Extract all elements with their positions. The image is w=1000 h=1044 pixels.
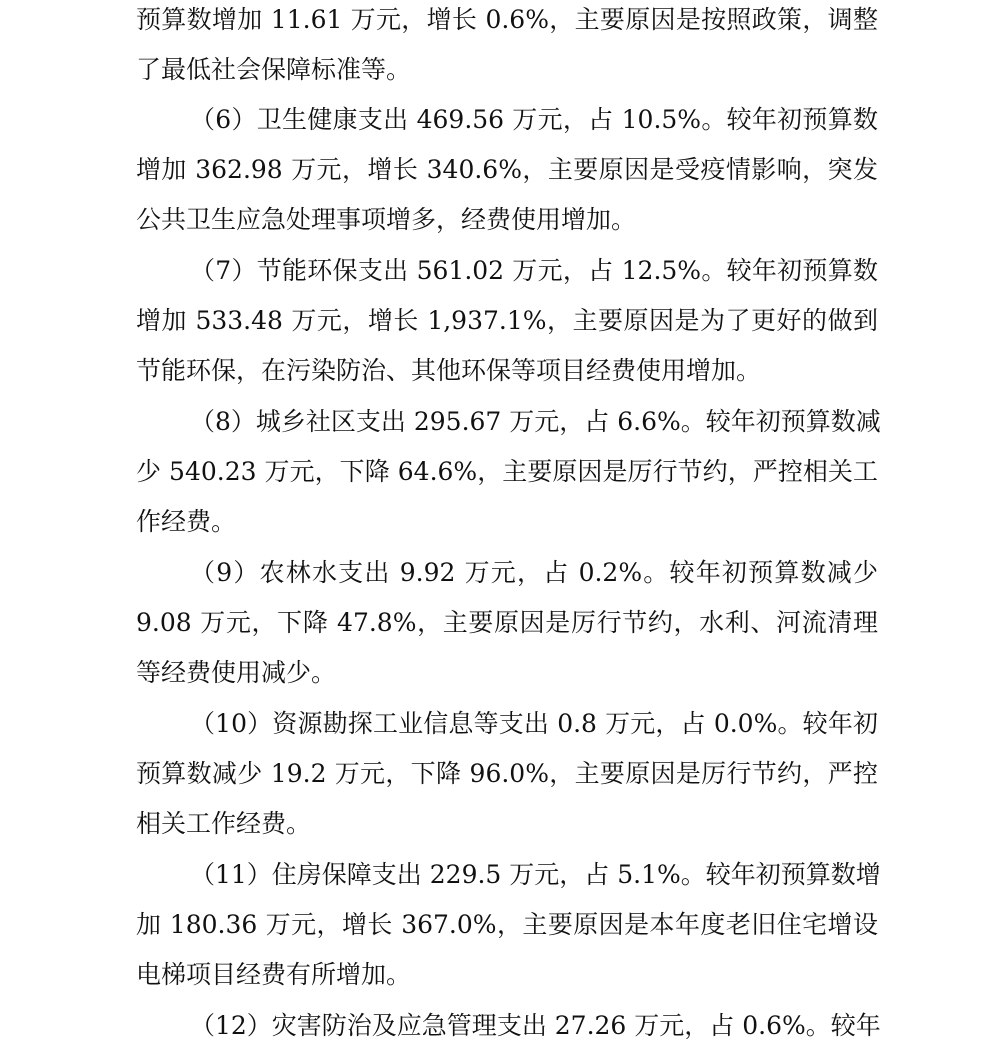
text-line: 了最低社会保障标准等。 <box>136 55 412 84</box>
text-line: 节能环保，在污染防治、其他环保等项目经费使用增加。 <box>136 356 762 385</box>
text-line: 电梯项目经费有所增加。 <box>136 960 412 989</box>
text-line: 公共卫生应急处理事项增多，经费使用增加。 <box>136 205 637 234</box>
text-line: 预算数增加 11.61 万元，增长 0.6%，主要原因是按照政策，调整 <box>136 5 878 34</box>
text-line: 等经费使用减少。 <box>136 658 337 687</box>
text-line: 加 180.36 万元，增长 367.0%，主要原因是本年度老旧住宅增设 <box>136 910 878 939</box>
text-line: （11）住房保障支出 229.5 万元，占 5.1%。较年初预算数增 <box>190 860 881 889</box>
text-line: 作经费。 <box>136 507 237 536</box>
text-line: （9）农林水支出 9.92 万元，占 0.2%。较年初预算数减少 <box>190 558 878 587</box>
text-line: （7）节能环保支出 561.02 万元，占 12.5%。较年初预算数 <box>190 256 878 285</box>
text-line: （6）卫生健康支出 469.56 万元，占 10.5%。较年初预算数 <box>190 105 878 134</box>
text-line: 增加 533.48 万元，增长 1,937.1%，主要原因是为了更好的做到 <box>136 306 878 335</box>
text-line: （12）灾害防治及应急管理支出 27.26 万元，占 0.6%。较年 <box>190 1011 881 1040</box>
text-line: （10）资源勘探工业信息等支出 0.8 万元，占 0.0%。较年初 <box>190 709 878 738</box>
text-line: 少 540.23 万元，下降 64.6%，主要原因是厉行节约，严控相关工 <box>136 457 878 486</box>
text-line: （8）城乡社区支出 295.67 万元，占 6.6%。较年初预算数减 <box>190 407 881 436</box>
text-line: 预算数减少 19.2 万元，下降 96.0%，主要原因是厉行节约，严控 <box>136 759 878 788</box>
text-line: 9.08 万元，下降 47.8%，主要原因是厉行节约，水利、河流清理 <box>136 608 878 637</box>
text-line: 相关工作经费。 <box>136 809 312 838</box>
text-line: 增加 362.98 万元，增长 340.6%，主要原因是受疫情影响，突发 <box>136 155 878 184</box>
